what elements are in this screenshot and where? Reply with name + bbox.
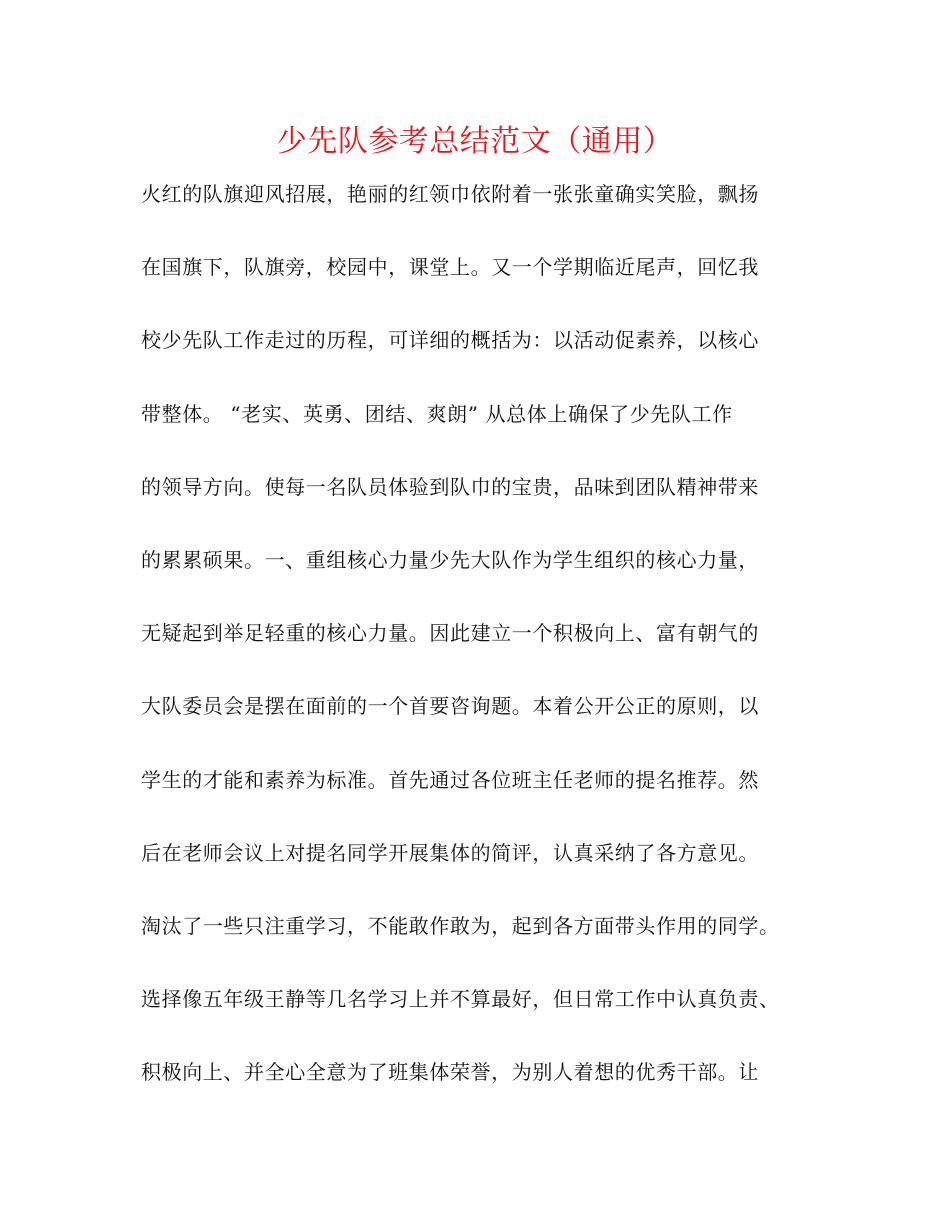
- body-line: 校少先队工作走过的历程，可详细的概括为：以活动促素养，以核心: [141, 328, 759, 353]
- body-line: 带整体。 “老实、英勇、团结、爽朗” 从总体上确保了少先队工作: [141, 401, 733, 426]
- body-line: 淘汰了一些只注重学习，不能敢作敢为，起到各方面带头作用的同学。: [141, 913, 780, 938]
- body-line: 后在老师会议上对提名同学开展集体的简评，认真采纳了各方意见。: [141, 840, 759, 865]
- body-line: 学生的才能和素养为标准。首先通过各位班主任老师的提名推荐。然: [141, 767, 759, 792]
- body-line: 的累累硕果。一、重组核心力量少先大队作为学生组织的核心力量，: [141, 547, 759, 572]
- body-line: 在国旗下，队旗旁，校园中，课堂上。又一个学期临近尾声，回忆我: [141, 255, 759, 280]
- body-line: 无疑起到举足轻重的核心力量。因此建立一个积极向上、富有朝气的: [141, 621, 759, 646]
- document-body: [141, 174, 831, 1125]
- body-line: 的领导方向。使每一名队员体验到队巾的宝贵，品味到团队精神带来: [141, 474, 759, 499]
- document-title: 少先队参考总结范文（通用）: [276, 124, 674, 159]
- body-line: 选择像五年级王静等几名学习上并不算最好，但日常工作中认真负责、: [141, 987, 780, 1012]
- body-line: 火红的队旗迎风招展，艳丽的红领巾依附着一张张童确实笑脸，飘扬: [141, 182, 759, 206]
- body-line: 大队委员会是摆在面前的一个首要咨询题。本着公开公正的原则，以: [141, 694, 759, 719]
- body-line: 积极向上、并全心全意为了班集体荣誉，为别人着想的优秀干部。让: [141, 1060, 759, 1085]
